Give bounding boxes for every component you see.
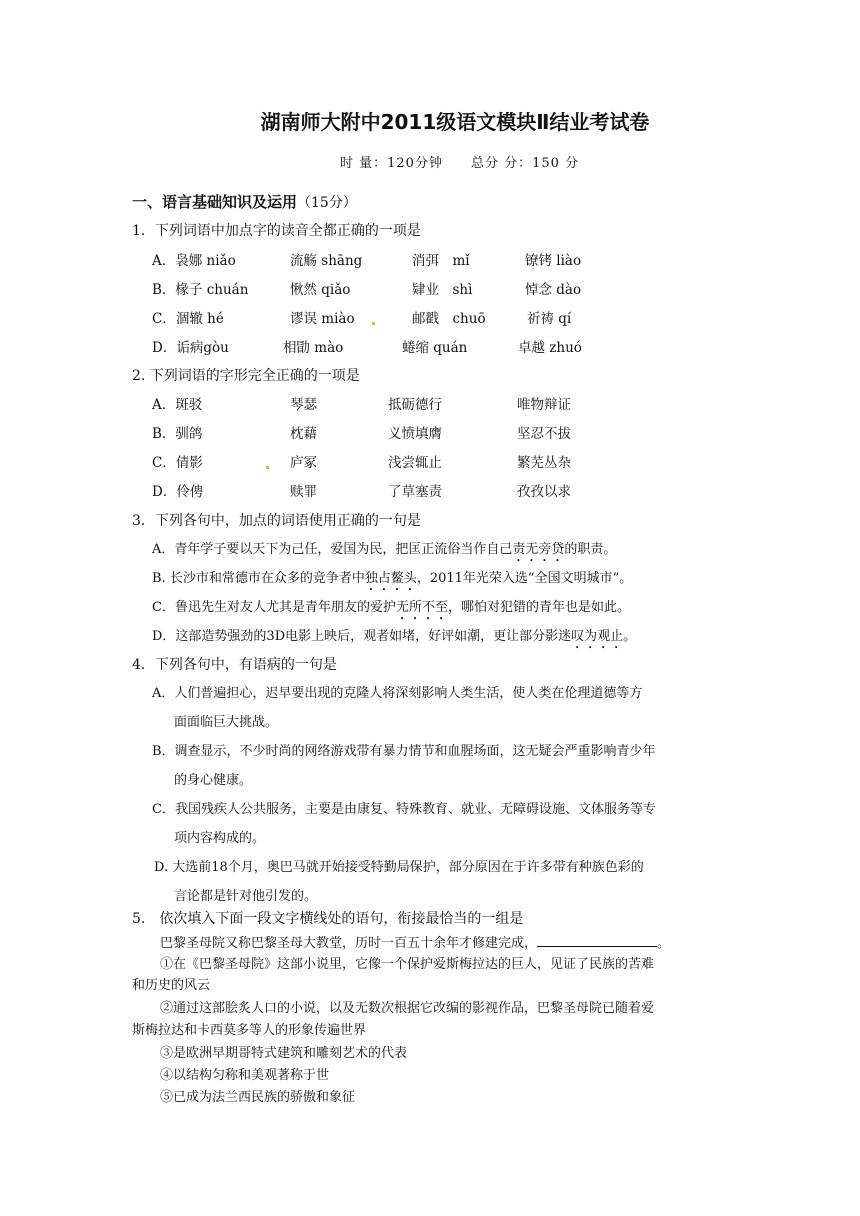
q4-option-a-line2: 面面临巨大挑战。 — [174, 715, 279, 730]
q4-option-b-line1: B．调查显示，不少时尚的网络游戏带有暴力情节和血腥场面，这无疑会严重影响青少年 — [152, 744, 656, 759]
q4-option-d-line2: 言论都是针对他引发的。 — [174, 889, 318, 904]
q3-option-a — [152, 540, 616, 565]
q4-option-c-line2: 项内容构成的。 — [174, 831, 266, 846]
answer-blank[interactable] — [537, 932, 657, 947]
q1-option-b-2: 愀然 qiǎo — [290, 282, 351, 298]
q2-option-a-4: 唯物辩证 — [517, 397, 571, 413]
q3-a-text: A．青年学子要以天下为己任，爱国为民，把匡正流俗当作自己 — [152, 542, 513, 557]
q2-option-c-2: 庐冢 — [290, 455, 317, 471]
scan-speck — [266, 466, 269, 469]
q1-option-c-1: C．涸辙 hé — [152, 311, 224, 327]
q1-option-c-2: 谬误 miào — [290, 311, 355, 327]
q5-option-3: ③是欧洲早期哥特式建筑和雕刻艺术的代表 — [160, 1046, 408, 1061]
q1-option-d-3: 蜷缩 quán — [402, 340, 468, 356]
q4-option-c-line1: C．我国残疾人公共服务，主要是由康复、特殊教育、就业、无障碍设施、文体服务等专 — [152, 802, 656, 817]
q5-option-4: ④以结构匀称和美观著称于世 — [160, 1068, 330, 1083]
q3-d-text-end: 。 — [623, 629, 637, 644]
q2-option-a-2: 琴瑟 — [290, 397, 317, 413]
q5-passage-text: 巴黎圣母院又称巴黎圣母大教堂，历时一百五十余年才修建完成， — [160, 936, 538, 951]
section-points: （15分） — [297, 195, 357, 211]
page-title: 湖南师大附中2011级语文模块Ⅱ结业考试卷 — [260, 110, 650, 134]
q2-option-c-4: 繁芜丛杂 — [517, 455, 571, 471]
q3-option-d — [152, 627, 636, 652]
q4-option-b-line2: 的身心健康。 — [174, 773, 253, 788]
q5-option-1-line1: ①在《巴黎圣母院》这部小说里，它像一个保护爱斯梅拉达的巨人，见证了民族的苦难 — [160, 957, 655, 972]
q3-a-text-end: 的职责。 — [564, 542, 617, 557]
q4-option-d-line1: D. 大选前18个月，奥巴马就开始接受特勤局保护，部分原因在于许多带有种族色彩的 — [154, 860, 644, 875]
scan-speck — [372, 322, 375, 325]
q2-option-b-1: B．驯鸽 — [152, 426, 203, 442]
q3-d-dotted-term: 叹为观止 — [571, 629, 624, 644]
q3-d-text: D．这部造势强劲的3D电影上映后，观者如堵，好评如潮，更让部分影迷 — [152, 629, 572, 644]
q1-option-a-1: A．袅娜 niǎo — [152, 253, 236, 269]
exam-meta: 时 量：120分钟 总分 分：150 分 — [340, 156, 580, 171]
section-title: 一、语言基础知识及运用 — [132, 193, 298, 211]
q1-option-a-3: 消弭 mǐ — [412, 253, 470, 269]
q5-passage-end: 。 — [657, 936, 671, 951]
q3-c-text: C．鲁迅先生对友人尤其是青年朋友的爱护 — [152, 600, 396, 615]
question-4-stem: 4．下列各句中，有语病的一句是 — [132, 657, 337, 673]
q1-option-c-4: 祈祷 qí — [527, 311, 572, 327]
q1-option-d-2: 相勖 mào — [283, 340, 344, 356]
q3-a-dotted-term: 责无旁贷 — [512, 542, 565, 557]
q2-option-a-1: A．斑驳 — [152, 397, 203, 413]
q2-option-d-3: 了草塞责 — [388, 484, 442, 500]
question-3-stem: 3．下列各句中，加点的词语使用正确的一句是 — [132, 513, 421, 529]
q2-option-a-3: 抵砺德行 — [388, 397, 442, 413]
q1-option-d-4: 卓越 zhuó — [518, 340, 582, 356]
q2-option-d-4: 孜孜以求 — [517, 484, 571, 500]
q5-option-1-line2: 和历史的风云 — [132, 978, 211, 993]
q1-option-b-3: 肄业 shì — [412, 282, 473, 298]
q1-option-c-3: 邮戳 chuō — [412, 311, 486, 327]
q1-option-a-4: 镣铐 liào — [525, 253, 582, 269]
q3-b-text-end: ，2011年光荣入选“全国文明城市”。 — [416, 571, 633, 586]
q3-c-text-end: ，哪怕对犯错的青年也是如此。 — [447, 600, 630, 615]
q5-option-2-line1: ②通过这部脍炙人口的小说，以及无数次根据它改编的影视作品，巴黎圣母院已随着爱 — [160, 1001, 655, 1016]
q2-option-b-2: 枕藉 — [290, 426, 317, 442]
q2-option-c-1: C．倩影 — [152, 455, 203, 471]
q2-option-d-2: 赎罪 — [290, 484, 317, 500]
q3-b-text: B. 长沙市和常德市在众多的竞争者中 — [152, 571, 365, 586]
q5-passage — [160, 932, 670, 954]
q1-option-a-2: 流觞 shāng — [290, 253, 363, 269]
q1-option-b-4: 悼念 dào — [525, 282, 582, 298]
q1-option-d-1: D．诟病gòu — [152, 340, 229, 356]
q3-option-b — [152, 569, 632, 594]
question-2-stem: 2. 下列词语的字形完全正确的一项是 — [132, 368, 360, 384]
section-heading — [132, 192, 357, 213]
q3-option-c — [152, 598, 630, 623]
q3-b-dotted-term: 独占鳌头 — [364, 571, 417, 586]
question-5-stem: 5. 依次填入下面一段文字横线处的语句，衔接最恰当的一组是 — [132, 911, 524, 927]
question-1-stem: 1．下列词语中加点字的读音全都正确的一项是 — [132, 223, 421, 239]
q1-option-b-1: B．椽子 chuán — [152, 282, 249, 298]
q2-option-d-1: D．伶俜 — [152, 484, 204, 500]
q5-option-5: ⑤已成为法兰西民族的骄傲和象征 — [160, 1090, 356, 1105]
q5-option-2-line2: 斯梅拉达和卡西莫多等人的形象传遍世界 — [132, 1023, 367, 1038]
q3-c-dotted-term: 无所不至 — [395, 600, 448, 615]
q2-option-b-3: 义愤填膺 — [388, 426, 442, 442]
q2-option-b-4: 坚忍不拔 — [517, 426, 571, 442]
q2-option-c-3: 浅尝辄止 — [388, 455, 442, 471]
q4-option-a-line1: A．人们普遍担心，迟早要出现的克隆人将深刻影响人类生活，使人类在伦理道德等方 — [152, 686, 643, 701]
